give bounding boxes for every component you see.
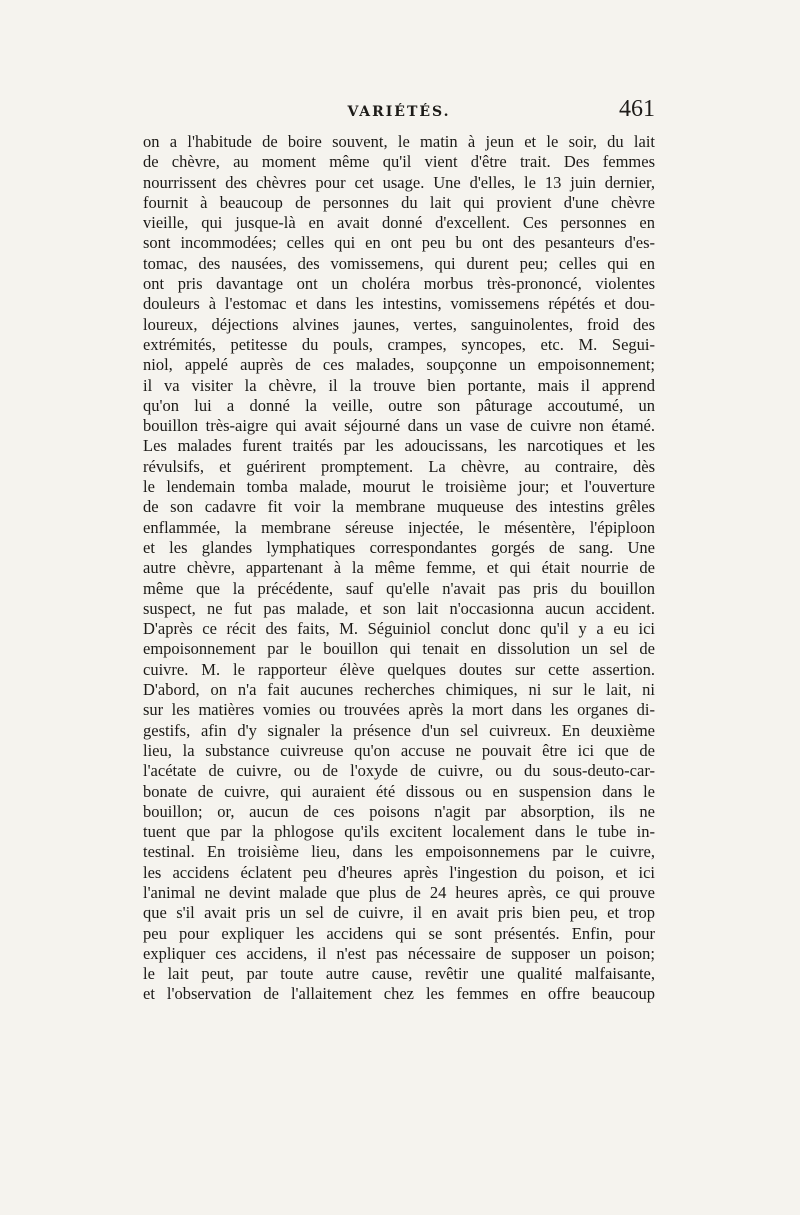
text-line: le lait peut, par toute autre cause, revêtir une qualité malfaisante, bbox=[143, 964, 655, 984]
text-line: gestifs, afin d'y signaler la présence d'un sel cuivreux. En deuxième bbox=[143, 720, 655, 740]
text-line: l'animal ne devint malade que plus de 24 heures après, ce qui prouve bbox=[143, 882, 655, 902]
text-line: suspect, ne fut pas malade, et son lait n'occasionna aucun accident. bbox=[143, 598, 655, 618]
text-line: douleurs à l'estomac et dans les intestins, vomissemens répétés et dou- bbox=[143, 294, 655, 314]
text-line: le lendemain tomba malade, mourut le troisième jour; et l'ouverture bbox=[143, 477, 655, 497]
text-line: on a l'habitude de boire souvent, le matin à jeun et le soir, du lait bbox=[143, 132, 655, 151]
text-line: empoisonnement par le bouillon qui tenait en dissolution un sel de bbox=[143, 639, 655, 659]
text-line: l'acétate de cuivre, ou de l'oxyde de cuivre, ou du sous-deuto-car- bbox=[143, 761, 655, 781]
text-line: D'abord, on n'a fait aucunes recherches chimiques, ni sur le lait, ni bbox=[143, 680, 655, 700]
text-line: bouillon très-aigre qui avait séjourné dans un vase de cuivre non étamé. bbox=[143, 416, 655, 436]
text-line: niol, appelé auprès de ces malades, soupçonne un empoisonnement; bbox=[143, 355, 655, 375]
text-line: révulsifs, et guérirent promptement. La chèvre, au contraire, dès bbox=[143, 456, 655, 476]
running-head bbox=[143, 96, 655, 130]
text-line: que s'il avait pris un sel de cuivre, il en avait pris bien peu, et trop bbox=[143, 903, 655, 923]
text-line: il va visiter la chèvre, il la trouve bien portante, mais il apprend bbox=[143, 375, 655, 395]
text-line: de chèvre, au moment même qu'il vient d'être trait. Des femmes bbox=[143, 152, 655, 172]
text-line: et les glandes lymphatiques correspondantes gorgés de sang. Une bbox=[143, 537, 655, 557]
text-line: lieu, la substance cuivreuse qu'on accuse ne pouvait être ici que de bbox=[143, 740, 655, 760]
body-text bbox=[143, 132, 655, 1005]
text-line: Les malades furent traités par les adoucissans, les narcotiques et les bbox=[143, 436, 655, 456]
page-number: 461 bbox=[619, 96, 655, 122]
text-line: vieille, qui jusque-là en avait donné d'excellent. Ces personnes en bbox=[143, 213, 655, 233]
text-line: qu'on lui a donné la veille, outre son pâturage accoutumé, un bbox=[143, 395, 655, 415]
text-line: extrémités, petitesse du pouls, crampes, syncopes, etc. M. Segui- bbox=[143, 334, 655, 354]
text-line: autre chèvre, appartenant à la même femme, et qui était nourrie de bbox=[143, 558, 655, 578]
text-line: fournit à beaucoup de personnes du lait qui provient d'une chèvre bbox=[143, 192, 655, 212]
text-line: enflammée, la membrane séreuse injectée, le mésentère, l'épiploon bbox=[143, 517, 655, 537]
text-line: nourrissent des chèvres pour cet usage. Une d'elles, le 13 juin dernier, bbox=[143, 172, 655, 192]
text-line: tuent que par la phlogose qu'ils excitent localement dans le tube in- bbox=[143, 822, 655, 842]
text-line: sur les matières vomies ou trouvées après la mort dans les organes di- bbox=[143, 700, 655, 720]
text-line: loureux, déjections alvines jaunes, vertes, sanguinolentes, froid des bbox=[143, 314, 655, 334]
running-title: VARIÉTÉS. bbox=[347, 104, 451, 120]
text-line: expliquer ces accidens, il n'est pas nécessaire de supposer un poison; bbox=[143, 943, 655, 963]
text-line: ont pris davantage ont un choléra morbus très-prononcé, violentes bbox=[143, 274, 655, 294]
text-line: bouillon; or, aucun de ces poisons n'agit par absorption, ils ne bbox=[143, 801, 655, 821]
text-line: bonate de cuivre, qui auraient été dissous ou en suspension dans le bbox=[143, 781, 655, 801]
text-line: les accidens éclatent peu d'heures après l'ingestion du poison, et ici bbox=[143, 862, 655, 882]
text-line: de son cadavre fit voir la membrane muqueuse des intestins grêles bbox=[143, 497, 655, 517]
text-line: cuivre. M. le rapporteur élève quelques doutes sur cette assertion. bbox=[143, 659, 655, 679]
text-line: sont incommodées; celles qui en ont peu bu ont des pesanteurs d'es- bbox=[143, 233, 655, 253]
text-line: tomac, des nausées, des vomissemens, qui durent peu; celles qui en bbox=[143, 253, 655, 273]
text-line: et l'observation de l'allaitement chez les femmes en offre beaucoup bbox=[143, 984, 655, 1004]
text-line: même que la précédente, sauf qu'elle n'avait pas pris du bouillon bbox=[143, 578, 655, 598]
text-line: testinal. En troisième lieu, dans les empoisonnemens par le cuivre, bbox=[143, 842, 655, 862]
text-line: D'après ce récit des faits, M. Séguiniol conclut donc qu'il y a eu ici bbox=[143, 619, 655, 639]
text-line: peu pour expliquer les accidens qui se sont présentés. Enfin, pour bbox=[143, 923, 655, 943]
